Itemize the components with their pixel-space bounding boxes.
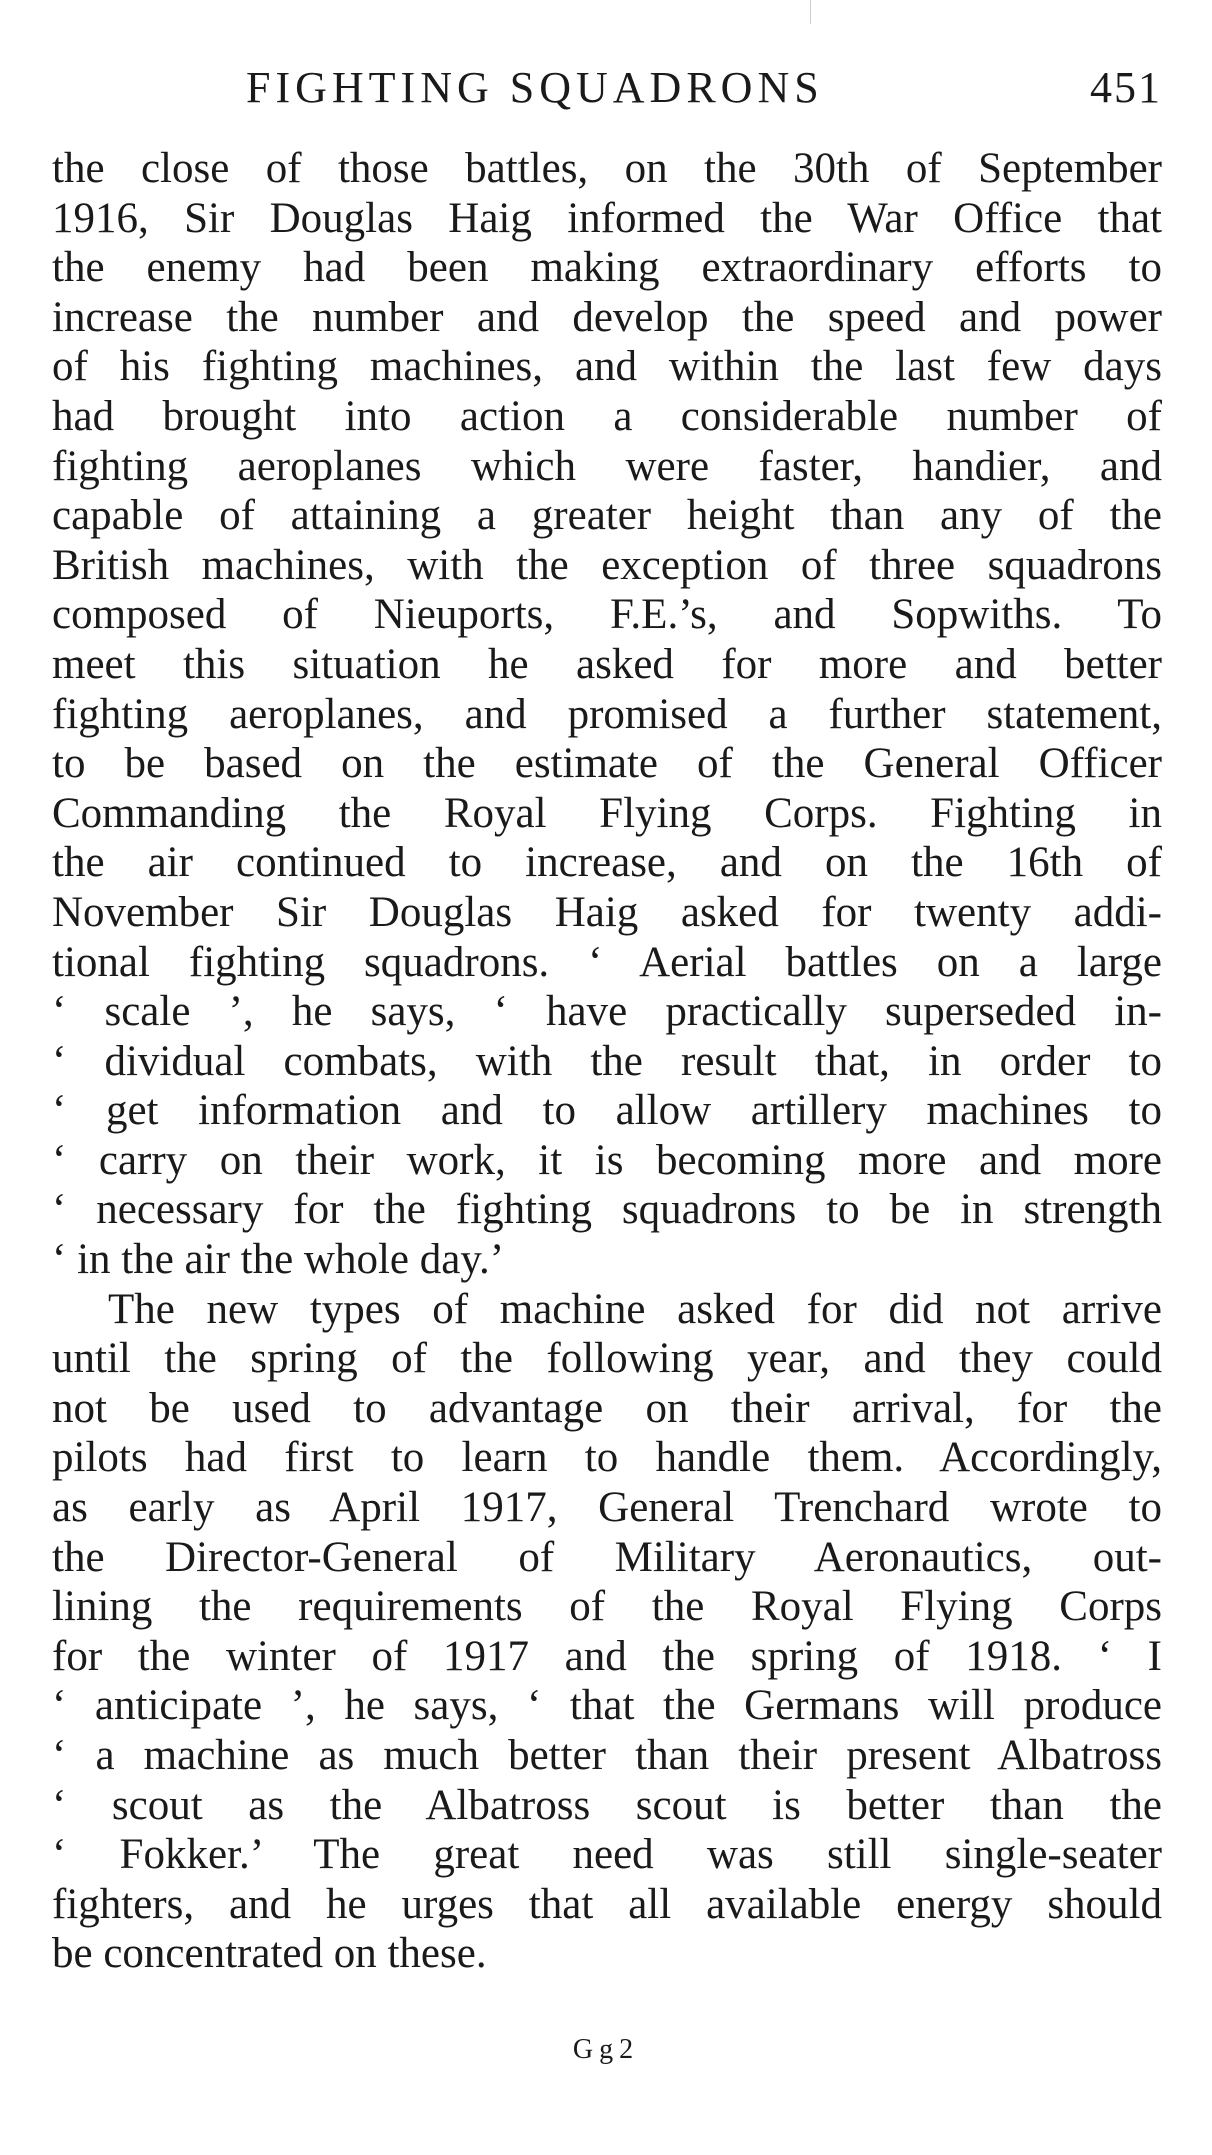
text-line: composed of Nieuports, F.E.’s, and Sopwiths. To [52,591,1162,639]
text-line: the Director-General of Military Aeronautics, out- [52,1533,1162,1581]
text-line: lining the requirements of the Royal Flying Corps [52,1583,1162,1631]
text-line: increase the number and develop the speed and power [52,293,1162,341]
text-line: ‘ a machine as much better than their present Albatross [52,1732,1162,1779]
text-line: for the winter of 1917 and the spring of 1918. ‘ I [52,1632,1162,1680]
text-line: the enemy had been making extraordinary efforts to [52,244,1162,292]
text-line: November Sir Douglas Haig asked for twenty addi- [52,888,1162,936]
text-line: ‘ dividual combats, with the result that, in order to [52,1037,1162,1085]
page-number: 451 [1090,63,1162,112]
text-line-paragraph-end: ‘ in the air the whole day.’ [52,1236,505,1284]
text-line: to be based on the estimate of the General Officer [52,740,1162,788]
text-line: tional fighting squadrons. ‘ Aerial battles on a large [52,938,1162,986]
text-line: ‘ scale ’, he says, ‘ have practically superseded in- [52,988,1162,1036]
text-line: as early as April 1917, General Trenchard wrote to [52,1484,1162,1532]
text-line: Commanding the Royal Flying Corps. Fighting in [52,789,1162,837]
text-line: 1916, Sir Douglas Haig informed the War Office that [52,194,1162,242]
signature-mark: Gg2 [572,2034,640,2065]
text-line: ‘ scout as the Albatross scout is better than the [52,1781,1162,1829]
text-line: British machines, with the exception of three squadrons [52,541,1162,589]
text-line: the air continued to increase, and on the 16th of [52,839,1162,887]
text-line: ‘ carry on their work, it is becoming more and more [52,1136,1162,1184]
text-line: fighting aeroplanes, and promised a further statement, [52,690,1162,738]
text-line: ‘ necessary for the fighting squadrons to be in strength [52,1186,1162,1234]
text-line: the close of those battles, on the 30th of September [52,145,1162,192]
text-line: fighting aeroplanes which were faster, handier, and [52,442,1162,490]
text-line: fighters, and he urges that all available energy should [52,1880,1162,1928]
text-line: meet this situation he asked for more and better [52,640,1162,688]
text-line: ‘ anticipate ’, he says, ‘ that the Germans will produce [52,1682,1162,1730]
running-head [50,58,1162,118]
text-line: pilots had first to learn to handle them. Accordingly, [52,1434,1162,1482]
body-text [52,144,1162,1979]
text-line: ‘ get information and to allow artillery machines to [52,1087,1162,1135]
text-line: ‘ Fokker.’ The great need was still single-seater [52,1831,1162,1879]
text-line-paragraph-start: The new types of machine asked for did not arrive [108,1285,1162,1333]
text-line: until the spring of the following year, and they could [52,1335,1162,1383]
text-line: of his fighting machines, and within the last few days [52,343,1162,391]
text-line: capable of attaining a greater height than any of the [52,492,1162,540]
text-line: not be used to advantage on their arrival, for the [52,1384,1162,1432]
margin-mark [810,0,811,24]
text-line: had brought into action a considerable number of [52,392,1162,440]
running-title: FIGHTING SQUADRONS [246,63,824,112]
text-line-paragraph-end: be concentrated on these. [52,1930,487,1978]
